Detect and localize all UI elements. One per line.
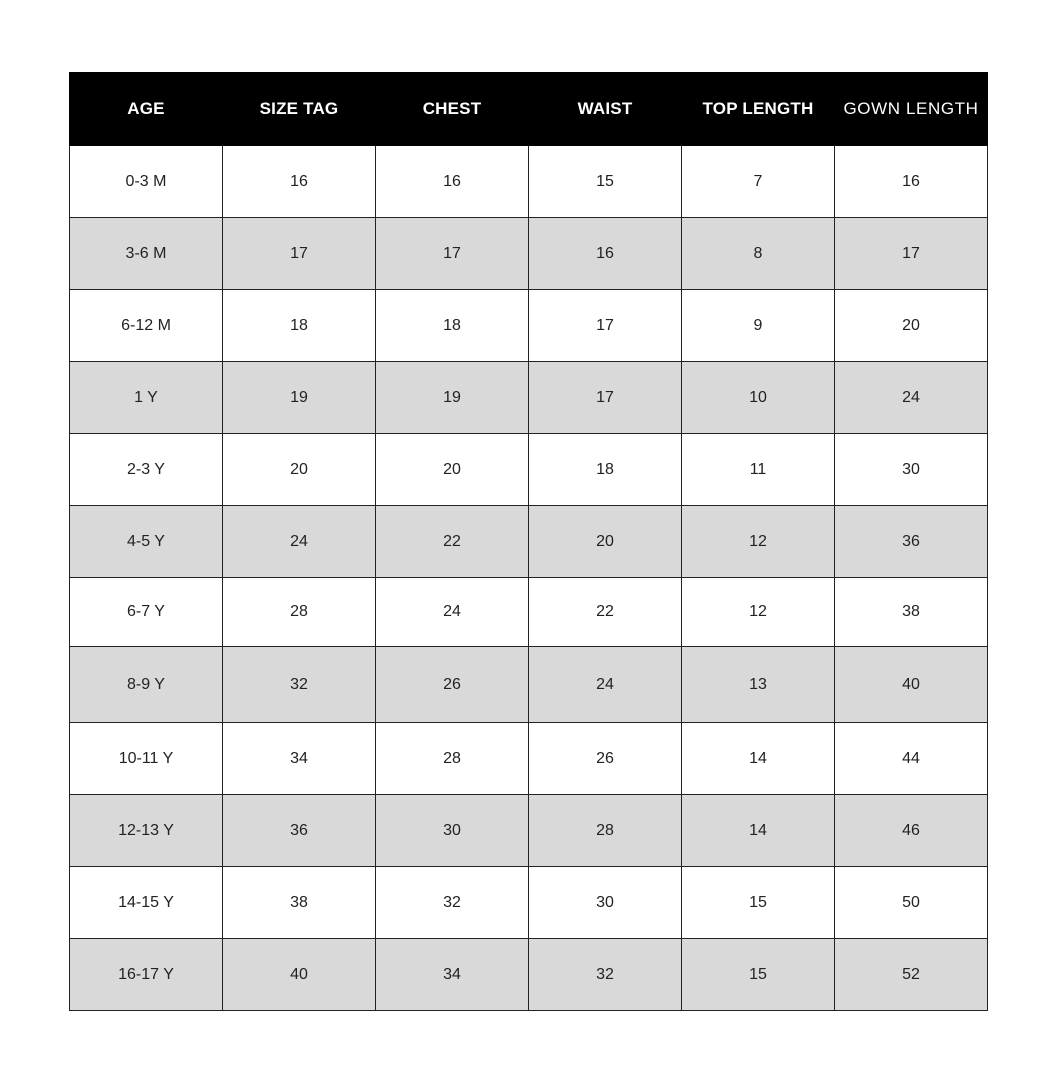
cell-size-tag: 17 [223, 218, 376, 290]
cell-top-length: 10 [682, 362, 835, 434]
cell-size-tag: 36 [223, 795, 376, 867]
cell-chest: 24 [376, 578, 529, 647]
cell-top-length: 13 [682, 647, 835, 723]
cell-chest: 22 [376, 506, 529, 578]
cell-waist: 20 [529, 506, 682, 578]
cell-size-tag: 38 [223, 867, 376, 939]
header-gown-length: GOWN LENGTH [835, 73, 988, 146]
cell-waist: 18 [529, 434, 682, 506]
cell-size-tag: 24 [223, 506, 376, 578]
cell-chest: 16 [376, 146, 529, 218]
cell-size-tag: 40 [223, 939, 376, 1011]
cell-age: 0-3 M [70, 146, 223, 218]
cell-gown-length: 44 [835, 723, 988, 795]
cell-waist: 24 [529, 647, 682, 723]
cell-waist: 32 [529, 939, 682, 1011]
cell-waist: 26 [529, 723, 682, 795]
cell-waist: 30 [529, 867, 682, 939]
cell-chest: 32 [376, 867, 529, 939]
size-chart-table [69, 72, 988, 1011]
cell-age: 6-7 Y [70, 578, 223, 647]
cell-age: 4-5 Y [70, 506, 223, 578]
cell-age: 6-12 M [70, 290, 223, 362]
table-row [70, 506, 988, 578]
cell-waist: 17 [529, 362, 682, 434]
header-size-tag: SIZE TAG [223, 73, 376, 146]
cell-chest: 20 [376, 434, 529, 506]
cell-waist: 16 [529, 218, 682, 290]
cell-size-tag: 34 [223, 723, 376, 795]
size-chart-body [70, 146, 988, 1011]
table-row [70, 362, 988, 434]
cell-age: 1 Y [70, 362, 223, 434]
cell-age: 2-3 Y [70, 434, 223, 506]
cell-age: 16-17 Y [70, 939, 223, 1011]
cell-age: 10-11 Y [70, 723, 223, 795]
table-row [70, 723, 988, 795]
cell-chest: 17 [376, 218, 529, 290]
cell-gown-length: 50 [835, 867, 988, 939]
cell-gown-length: 17 [835, 218, 988, 290]
cell-top-length: 14 [682, 795, 835, 867]
cell-age: 14-15 Y [70, 867, 223, 939]
header-waist: WAIST [529, 73, 682, 146]
table-row [70, 939, 988, 1011]
cell-waist: 22 [529, 578, 682, 647]
size-chart-header [70, 73, 988, 146]
cell-size-tag: 19 [223, 362, 376, 434]
cell-top-length: 7 [682, 146, 835, 218]
cell-waist: 17 [529, 290, 682, 362]
table-row [70, 218, 988, 290]
cell-top-length: 15 [682, 939, 835, 1011]
cell-gown-length: 38 [835, 578, 988, 647]
header-chest: CHEST [376, 73, 529, 146]
table-row [70, 647, 988, 723]
cell-gown-length: 20 [835, 290, 988, 362]
cell-gown-length: 16 [835, 146, 988, 218]
cell-top-length: 12 [682, 506, 835, 578]
cell-size-tag: 28 [223, 578, 376, 647]
table-row [70, 146, 988, 218]
cell-gown-length: 30 [835, 434, 988, 506]
cell-waist: 28 [529, 795, 682, 867]
cell-gown-length: 40 [835, 647, 988, 723]
cell-age: 12-13 Y [70, 795, 223, 867]
cell-chest: 19 [376, 362, 529, 434]
cell-chest: 34 [376, 939, 529, 1011]
cell-gown-length: 46 [835, 795, 988, 867]
table-row [70, 578, 988, 647]
cell-size-tag: 16 [223, 146, 376, 218]
cell-gown-length: 36 [835, 506, 988, 578]
header-age: AGE [70, 73, 223, 146]
cell-size-tag: 20 [223, 434, 376, 506]
cell-gown-length: 52 [835, 939, 988, 1011]
table-row [70, 290, 988, 362]
cell-age: 8-9 Y [70, 647, 223, 723]
cell-top-length: 15 [682, 867, 835, 939]
cell-size-tag: 32 [223, 647, 376, 723]
cell-gown-length: 24 [835, 362, 988, 434]
cell-top-length: 12 [682, 578, 835, 647]
cell-chest: 18 [376, 290, 529, 362]
cell-top-length: 11 [682, 434, 835, 506]
header-top-length: TOP LENGTH [682, 73, 835, 146]
cell-chest: 26 [376, 647, 529, 723]
table-row [70, 867, 988, 939]
cell-top-length: 8 [682, 218, 835, 290]
cell-size-tag: 18 [223, 290, 376, 362]
cell-age: 3-6 M [70, 218, 223, 290]
cell-top-length: 9 [682, 290, 835, 362]
cell-top-length: 14 [682, 723, 835, 795]
header-row [70, 73, 988, 146]
cell-waist: 15 [529, 146, 682, 218]
table-row [70, 795, 988, 867]
table-row [70, 434, 988, 506]
cell-chest: 28 [376, 723, 529, 795]
cell-chest: 30 [376, 795, 529, 867]
